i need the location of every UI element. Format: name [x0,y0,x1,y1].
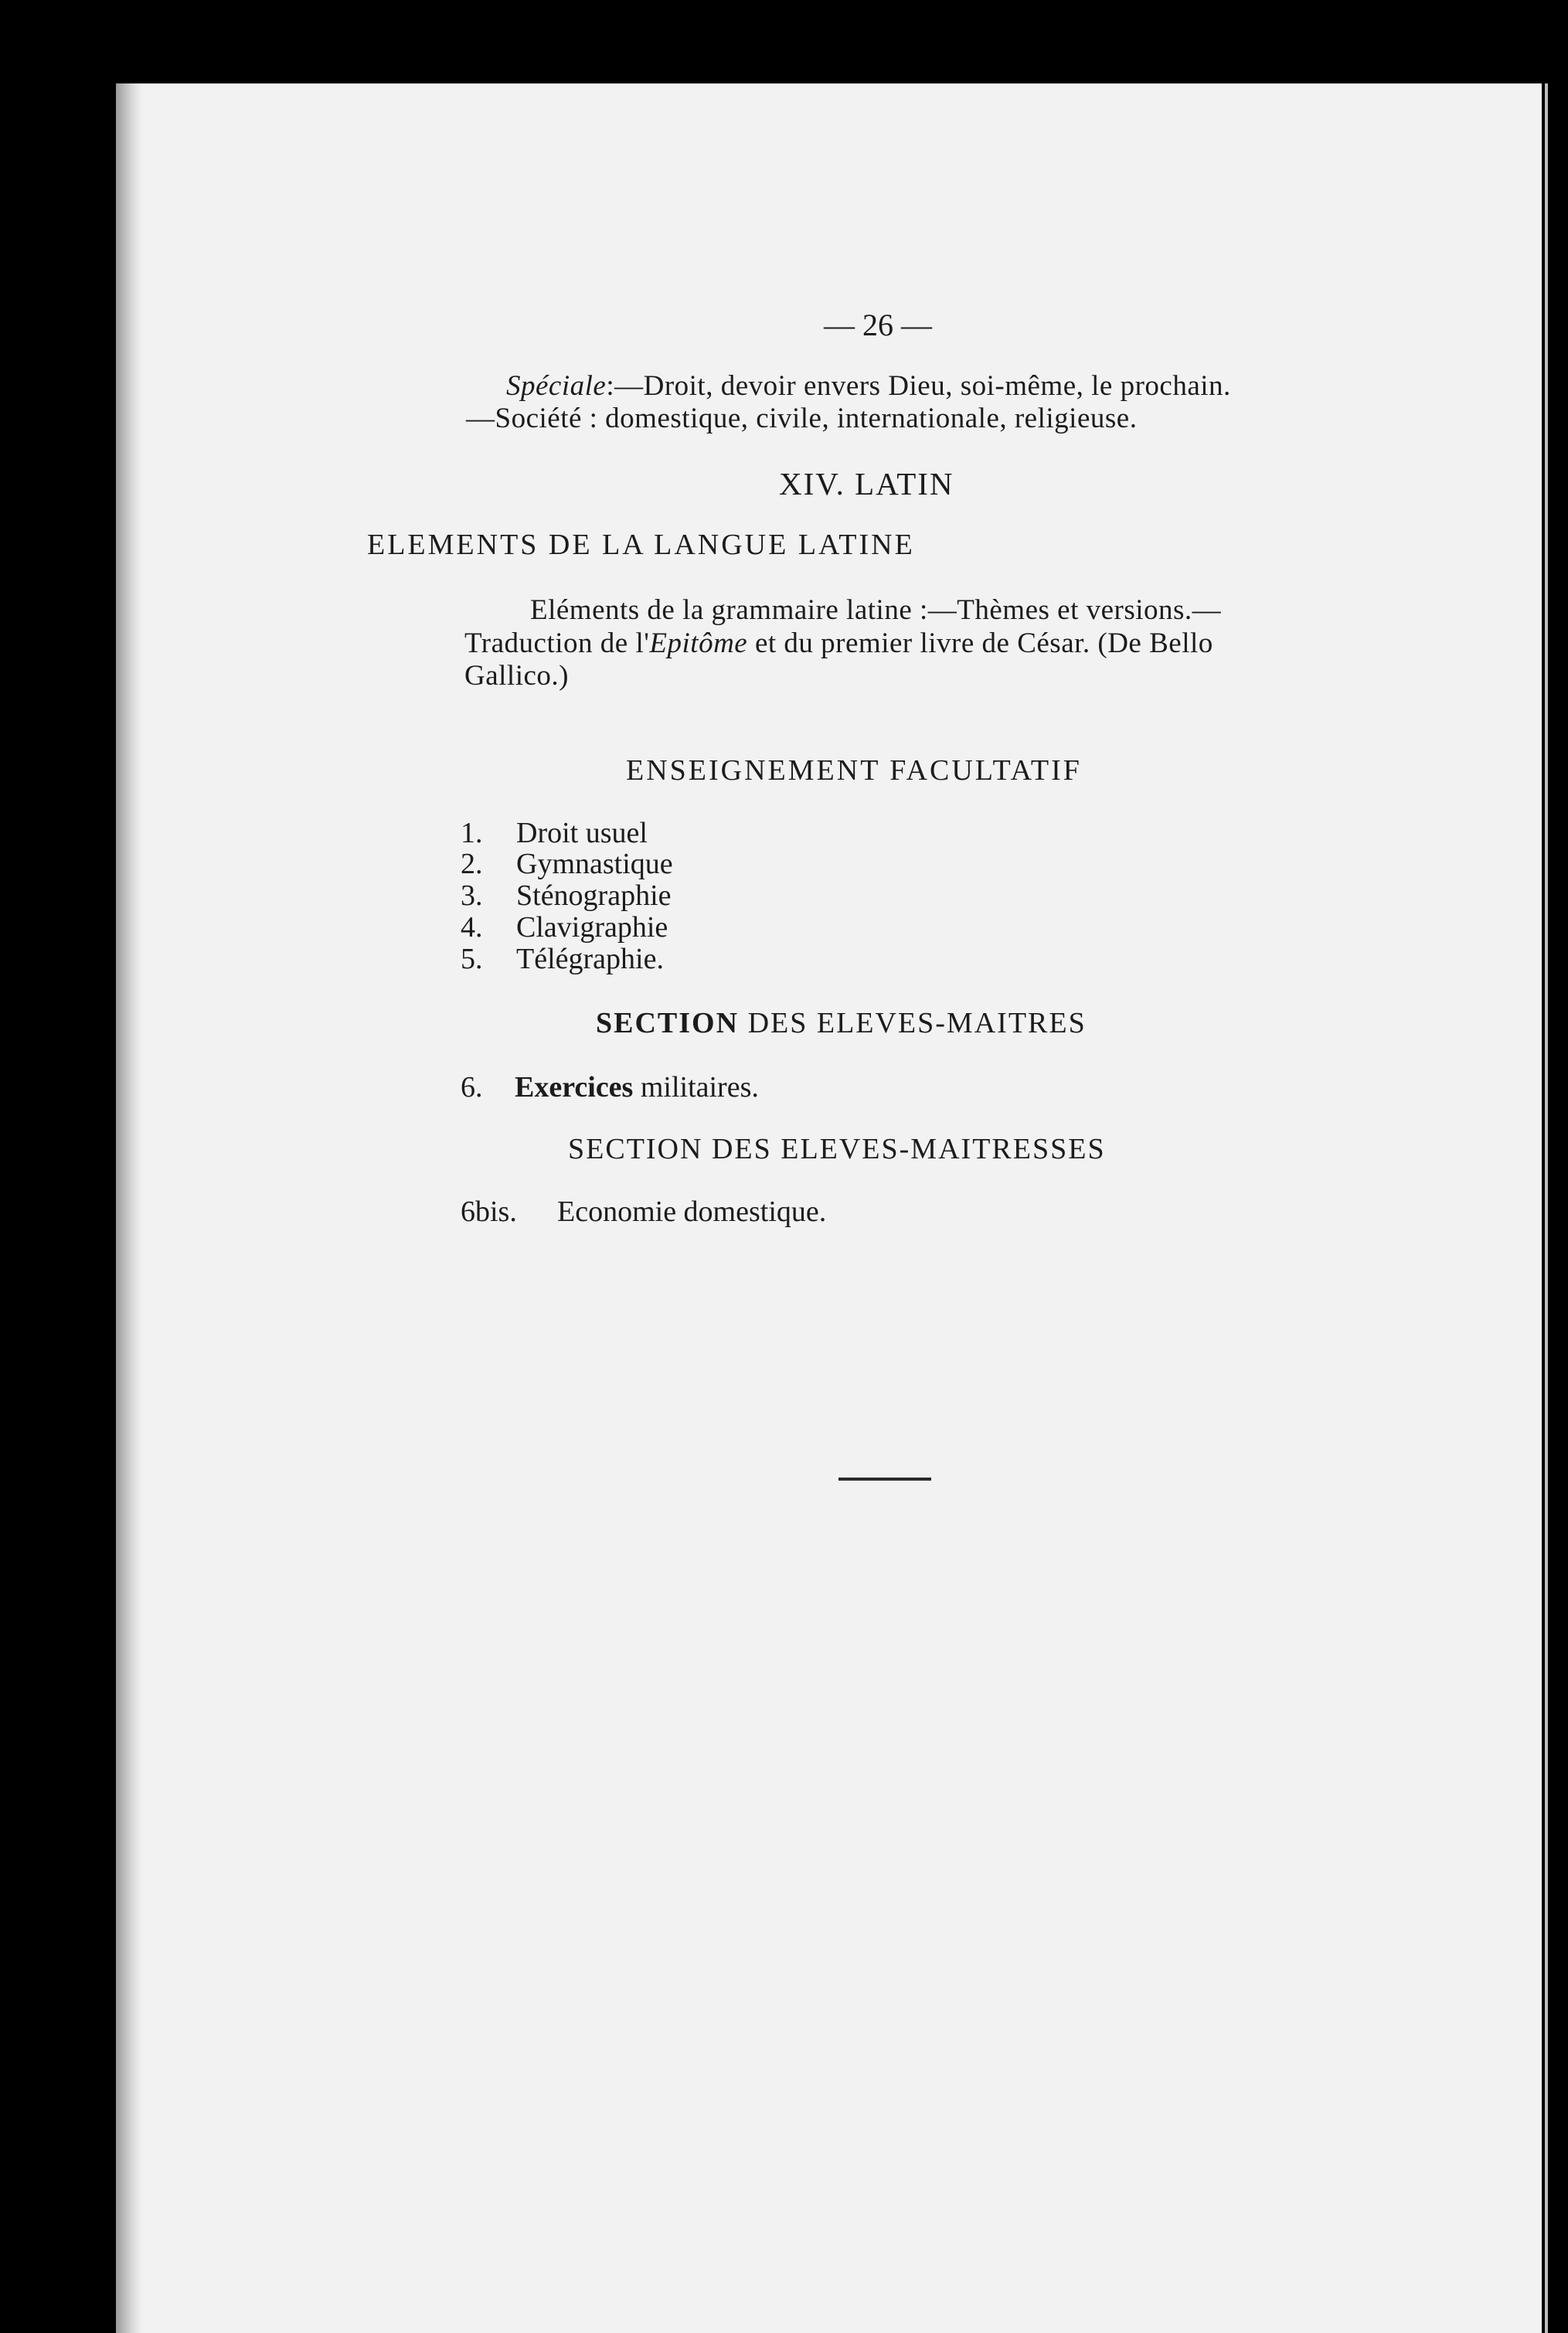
end-rule [838,1478,931,1481]
list-item-number: 5. [461,943,483,975]
section-heading-latin: XIV. LATIN [779,466,954,502]
moral-label: Spéciale [506,370,607,402]
list-item [461,942,664,976]
list-item-label: Télégraphie. [516,943,664,975]
epitome-title: Epitôme [649,627,748,659]
list-item-label: Clavigraphie [516,911,668,944]
latin-line-1: Eléments de la grammaire latine :—Thèmes et versions.— [530,594,1222,626]
list-item-label: Droit usuel [516,817,648,849]
list-item [461,816,648,850]
list-item-economie [461,1195,826,1229]
list-item-exercices [461,1070,759,1104]
list-item-number: 4. [461,911,483,944]
list-item [461,910,668,944]
moral-line-1 [506,369,1231,403]
moral-line-1-text: :—Droit, devoir envers Dieu, soi-même, le prochain. [606,370,1231,402]
exercices-bold: Exercices [515,1071,634,1104]
list-item-number: 6bis. [461,1195,517,1228]
heading-maitres-bold: SECTION [596,1007,740,1039]
latin-line-3: Gallico.) [464,660,569,692]
heading-section-eleves-maitres [596,1006,1087,1040]
heading-maitres-rest: DES ELEVES-MAITRES [739,1007,1087,1039]
list-item-number: 2. [461,848,483,880]
heading-section-eleves-maitresses: SECTION DES ELEVES-MAITRESSES [568,1133,1106,1165]
heading-facultatif: ENSEIGNEMENT FACULTATIF [626,754,1082,787]
list-item [461,879,672,913]
list-item-number: 6. [461,1071,483,1104]
list-item-label: Gymnastique [516,848,673,880]
latin-line-2-post: et du premier livre de César. (De Bello [747,627,1213,659]
subheading-elements: ELEMENTS DE LA LANGUE LATINE [367,529,915,561]
book-spine-edge [1542,83,1568,2333]
list-item-number: 3. [461,879,483,912]
latin-line-2-pre: Traduction de l' [464,627,650,659]
page-number: — 26 — [824,308,932,342]
latin-line-2 [464,627,1213,660]
economie-label: Economie domestique. [557,1195,827,1228]
list-item-label: Sténographie [516,879,672,912]
moral-line-2: —Société : domestique, civile, internationale, religieuse. [466,403,1138,434]
list-item [461,847,673,881]
list-item-number: 1. [461,817,483,849]
exercices-rest: militaires. [633,1071,759,1104]
